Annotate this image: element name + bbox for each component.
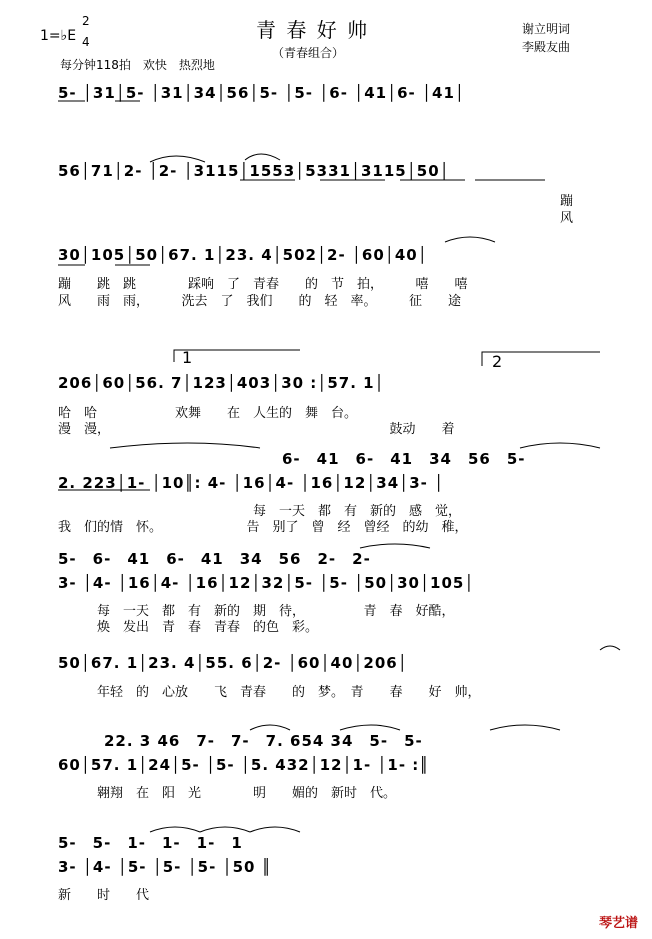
notation-row: 30│105│50│67. 1│23. 4│502│2- │60│40│	[58, 246, 428, 264]
lyric-line: 蹦	[560, 194, 574, 209]
lyric-line: 每 一天 都 有 新的 期 待， 青 春 好酷，	[58, 604, 455, 619]
key-signature: 1=♭E	[40, 28, 77, 44]
upper-voice-row: 22. 3 46 7- 7- 7. 654 34 5- 5-	[104, 732, 423, 750]
volta-1-bracket	[174, 350, 300, 362]
lyric-line: 风 雨 雨， 洗去 了 我们 的 轻 率。 征 途	[58, 294, 462, 309]
time-signature-top: 2	[82, 14, 90, 28]
lyric-line: 蹦 跳 跳 踩响 了 青春 的 节 拍， 嘻 嘻	[58, 277, 468, 292]
notation-row: 56│71│2- │2- │3115│1553│5331│3115│50│	[58, 162, 450, 180]
volta-2-label: 2	[492, 352, 503, 371]
lyric-line: 每 一天 都 有 新的 感 觉，	[58, 504, 462, 519]
notation-row: 3- │4- │16│4- │16│12│32│5- │5- │50│30│105│	[58, 574, 475, 592]
lyric-line: 我 们的情 怀。 告 别了 曾 经 曾经 的幼 稚，	[58, 520, 468, 535]
notation-row: 60│57. 1│24│5- │5- │5. 432│12│1- │1- :║	[58, 756, 430, 774]
volta-1-label: 1	[182, 348, 193, 367]
notation-row: 206│60│56. 7│123│403│30 :│57. 1│	[58, 374, 385, 392]
notation-row: 50│67. 1│23. 4│55. 6│2- │60│40│206│	[58, 654, 408, 672]
lyric-line: 翱翔 在 阳 光 明 媚的 新时 代。	[58, 786, 397, 801]
notation-row: 5- │31│5- │31│34│56│5- │5- │6- │41│6- │41│	[58, 84, 465, 102]
notation-row: 2. 223│1- │10║: 4- │16│4- │16│12│34│3- │	[58, 474, 445, 492]
lyric-line: 焕 发出 青 春 青春 的色 彩。	[58, 620, 319, 635]
upper-voice-row: 5- 5- 1- 1- 1- 1	[58, 834, 243, 852]
song-subtitle: （青春组合）	[272, 46, 345, 60]
upper-voice-row: 6- 41 6- 41 34 56 5-	[282, 450, 526, 468]
tempo-marking: 每分钟118拍 欢快 热烈地	[60, 58, 215, 72]
composer-credit: 李殿友曲	[522, 40, 571, 54]
lyricist-credit: 谢立明词	[522, 22, 571, 36]
lyric-line: 漫 漫， 鼓动 着	[58, 422, 455, 437]
time-signature-bottom: 4	[82, 35, 90, 49]
lyric-line: 风	[560, 211, 574, 226]
lyric-line: 年轻 的 心放 飞 青春 的 梦。 青 春 好 帅，	[58, 685, 481, 700]
song-title: 青 春 好 帅	[256, 18, 370, 42]
notation-row: 3- │4- │5- │5- │5- │50 ║	[58, 858, 272, 876]
volta-2-bracket	[482, 352, 600, 366]
lyric-line: 新 时 代	[58, 888, 150, 903]
site-logo: 琴艺谱	[598, 916, 638, 931]
upper-voice-row: 5- 6- 41 6- 41 34 56 2- 2-	[58, 550, 371, 568]
lyric-line: 哈 哈 欢舞 在 人生的 舞 台。	[58, 406, 358, 421]
